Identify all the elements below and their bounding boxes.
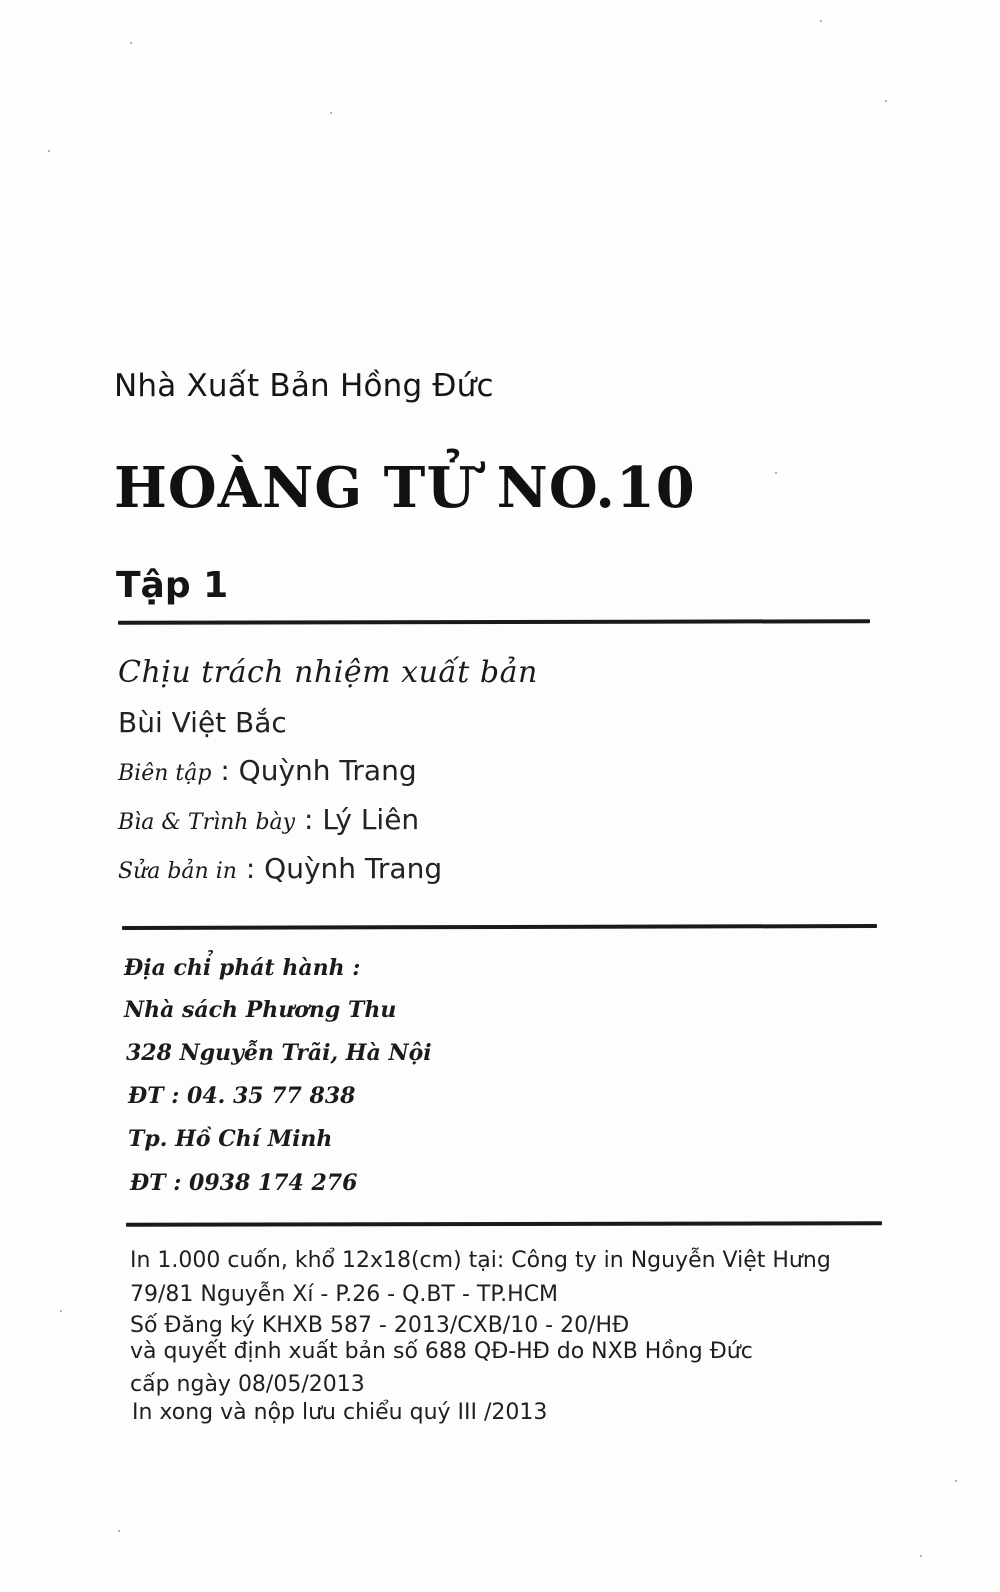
- scan-speck: [130, 42, 132, 44]
- scan-speck: [775, 472, 777, 474]
- scan-speck: [955, 1480, 957, 1482]
- scan-speck: [885, 100, 887, 102]
- responsibility-label: Chịu trách nhiệm xuất bản: [118, 655, 538, 690]
- scan-speck: [48, 150, 50, 152]
- credit-editor-label: Biên tập: [118, 761, 212, 786]
- scan-speck: [920, 1555, 922, 1557]
- credit-editor: [118, 754, 417, 787]
- credit-proofreader-value: : Quỳnh Trang: [245, 852, 443, 885]
- printing-line: 79/81 Nguyễn Xí - P.26 - Q.BT - TP.HCM: [130, 1282, 559, 1307]
- distribution-heading: Địa chỉ phát hành :: [124, 955, 361, 981]
- distribution-city-hcm: Tp. Hồ Chí Minh: [128, 1126, 333, 1152]
- scan-speck: [330, 112, 332, 114]
- distribution-address: 328 Nguyễn Trãi, Hà Nội: [126, 1040, 432, 1066]
- credit-cover-layout: [118, 803, 419, 836]
- divider-middle: [122, 924, 877, 930]
- scan-speck: [118, 1530, 120, 1532]
- credit-cover-layout-label: Bìa & Trình bày: [118, 810, 296, 835]
- printing-line: cấp ngày 08/05/2013: [130, 1372, 365, 1397]
- printing-line: In 1.000 cuốn, khổ 12x18(cm) tại: Công ty in Nguyễn Việt Hưng: [130, 1248, 831, 1273]
- credit-proofreader-label: Sửa bản in: [118, 859, 237, 884]
- printing-line: Số Đăng ký KHXB 587 - 2013/CXB/10 - 20/HĐ: [130, 1313, 630, 1338]
- scan-speck: [60, 1310, 62, 1312]
- publisher-name: Nhà Xuất Bản Hồng Đức: [114, 368, 494, 404]
- responsibility-name: Bùi Việt Bắc: [118, 706, 287, 739]
- book-title: HOÀNG TỬ NO.10: [114, 455, 696, 521]
- credit-editor-value: : Quỳnh Trang: [220, 754, 417, 787]
- distribution-phone-hanoi: ĐT : 04. 35 77 838: [128, 1083, 356, 1109]
- divider-bottom: [126, 1221, 882, 1227]
- divider-top: [118, 619, 870, 625]
- credit-proofreader: [118, 852, 442, 885]
- distribution-bookstore: Nhà sách Phương Thu: [124, 997, 397, 1023]
- credit-cover-layout-value: : Lý Liên: [303, 803, 420, 836]
- distribution-phone-hcm: ĐT : 0938 174 276: [130, 1170, 358, 1196]
- printing-line: In xong và nộp lưu chiểu quý III /2013: [132, 1400, 548, 1425]
- printing-line: và quyết định xuất bản số 688 QĐ-HĐ do NXB Hồng Đức: [130, 1339, 753, 1364]
- volume-label: Tập 1: [116, 565, 229, 606]
- scan-speck: [820, 20, 822, 22]
